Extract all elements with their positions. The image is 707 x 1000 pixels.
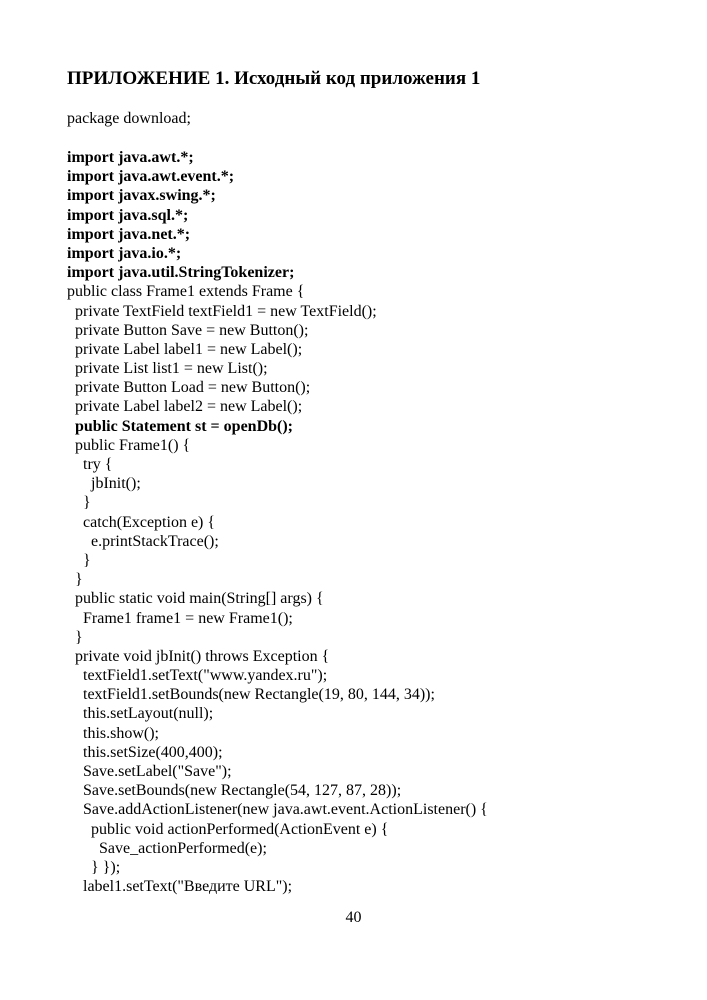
code-line: e.printStackTrace(); xyxy=(67,532,219,550)
code-line: textField1.setText("www.yandex.ru"); xyxy=(67,667,328,685)
code-line: } }); xyxy=(67,858,121,876)
page-number: 40 xyxy=(345,909,362,926)
code-line: this.setSize(400,400); xyxy=(67,743,223,761)
code-line: Save.addActionListener(new java.awt.event.ActionListener() { xyxy=(67,801,488,819)
code-line: label1.setText("Введите URL"); xyxy=(67,878,293,896)
code-line: Save_actionPerformed(e); xyxy=(67,839,267,857)
code-line: import java.net.*; xyxy=(67,225,191,243)
code-line: public class Frame1 extends Frame { xyxy=(67,283,305,301)
code-listing xyxy=(67,148,488,896)
code-line: public Frame1() { xyxy=(67,436,191,454)
code-line: jbInit(); xyxy=(67,475,141,493)
code-line: import java.io.*; xyxy=(67,244,182,262)
package-declaration: package download; xyxy=(67,110,191,127)
code-line: public static void main(String[] args) { xyxy=(67,590,324,608)
code-line: private List list1 = new List(); xyxy=(67,360,268,378)
code-line: private void jbInit() throws Exception { xyxy=(67,647,330,665)
code-line: } xyxy=(67,628,83,646)
code-line: import java.util.StringTokenizer; xyxy=(67,264,295,282)
code-line: private Label label2 = new Label(); xyxy=(67,398,303,416)
code-line: Frame1 frame1 = new Frame1(); xyxy=(67,609,293,627)
code-line: catch(Exception e) { xyxy=(67,513,216,531)
code-line: private Label label1 = new Label(); xyxy=(67,340,303,358)
code-line: public void actionPerformed(ActionEvent e) { xyxy=(67,820,389,838)
code-line: this.show(); xyxy=(67,724,159,742)
code-line: Save.setLabel("Save"); xyxy=(67,763,232,780)
code-line: } xyxy=(67,551,91,569)
code-line: this.setLayout(null); xyxy=(67,705,214,723)
code-line: textField1.setBounds(new Rectangle(19, 80, 144, 34)); xyxy=(67,686,435,704)
code-line: private Button Save = new Button(); xyxy=(67,321,309,339)
appendix-title: ПРИЛОЖЕНИЕ 1. Исходный код приложения 1 xyxy=(67,68,481,89)
code-line: Save.setBounds(new Rectangle(54, 127, 87, 28)); xyxy=(67,782,402,800)
code-line: import java.sql.*; xyxy=(67,206,189,224)
code-line: private TextField textField1 = new TextField(); xyxy=(67,302,377,320)
code-line: public Statement st = openDb(); xyxy=(67,417,294,435)
code-line: } xyxy=(67,571,83,589)
code-line: import javax.swing.*; xyxy=(67,187,216,205)
code-line: import java.awt.event.*; xyxy=(67,168,235,186)
code-line: } xyxy=(67,494,91,512)
code-line: import java.awt.*; xyxy=(67,149,194,166)
code-line: try { xyxy=(67,456,113,473)
code-line: private Button Load = new Button(); xyxy=(67,379,311,397)
